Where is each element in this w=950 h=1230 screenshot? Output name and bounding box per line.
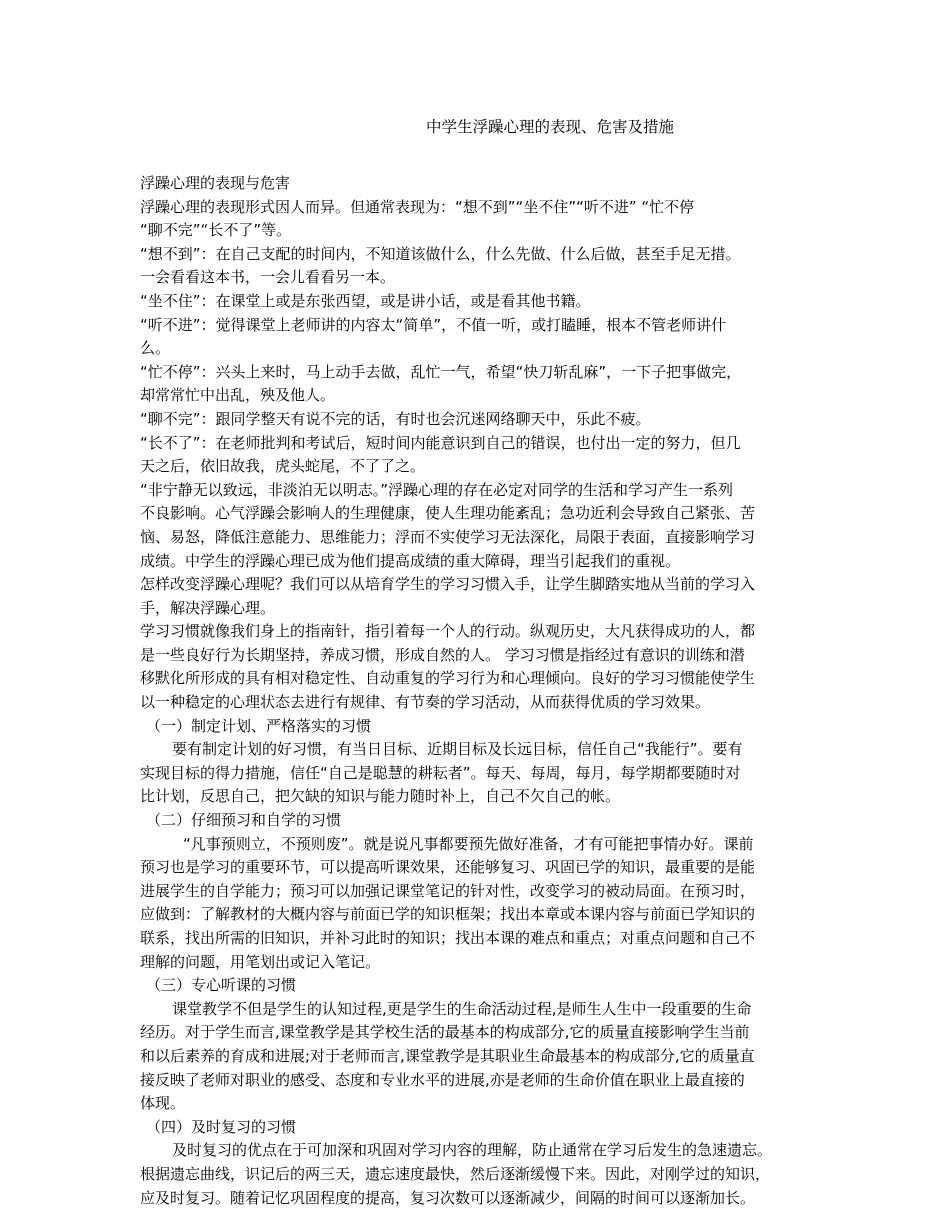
subsection-heading: （四）及时复习的习惯 [146,1117,297,1136]
text-line: 理解的问题，用笔划出或记入笔记。 [140,952,381,971]
text-line: “凡事预则立，不预则废”。就是说凡事都要预先做好准备，才有可能把事情办好。课前 [183,834,754,853]
text-line: 课堂教学不但是学生的认知过程,更是学生的生命活动过程,是师生人生中一段重要的生命 [172,999,752,1018]
text-line: “忙不停”：兴头上来时，马上动手去做，乱忙一气，希望“快刀斩乱麻”，一下子把事做完， [140,362,742,381]
text-line: 经历。对于学生而言,课堂教学是其学校生活的最基本的构成部分,它的质量直接影响学生当前 [140,1023,750,1042]
text-line: “想不到”：在自己支配的时间内，不知道该做什么，什么先做、什么后做，甚至手足无措。 [140,244,741,263]
text-line: 比计划，反思自己，把欠缺的知识与能力随时补上，自己不欠自己的帐。 [140,787,621,806]
text-line: 成绩。中学生的浮躁心理已成为他们提高成绩的重大障碍，理当引起我们的重视。 [140,551,681,570]
text-line: “坐不住”：在课堂上或是东张西望，或是讲小话，或是看其他书籍。 [140,291,591,310]
subsection-heading: （三）专心听课的习惯 [146,976,297,995]
text-line: 移默化所形成的具有相对稳定性、自动重复的学习行为和心理倾向。良好的学习习惯能使学生 [140,669,756,688]
text-line: 应做到：了解教材的大概内容与前面已学的知识框架；找出本章或本课内容与前面已学知识的 [140,905,756,924]
text-line: 和以后素养的育成和进展;对于老师而言,课堂教学是其职业生命最基本的构成部分,它的质量直 [140,1046,755,1065]
text-line: 怎样改变浮躁心理呢？我们可以从培育学生的学习习惯入手，让学生脚踏实地从当前的学习入 [140,575,756,594]
text-line: “听不进”：觉得课堂上老师讲的内容太“简单”，不值一听，或打瞌睡，根本不管老师讲什 [140,315,727,334]
section-heading: 浮躁心理的表现与危害 [140,174,291,192]
text-line: 是一些良好行为长期坚持，养成习惯，形成自然的人。 学习习惯是指经过有意识的训练和潜 [140,645,745,664]
text-line: 不良影响。心气浮躁会影响人的生理健康，使人生理功能紊乱；急功近利会导致自己紧张、苦 [140,504,756,523]
text-line: “聊不完”“长不了”等。 [140,221,292,240]
subsection-heading: （一）制定计划、严格落实的习惯 [146,716,372,735]
text-line: “聊不完”：跟同学整天有说不完的话，有时也会沉迷网络聊天中，乐此不疲。 [140,409,651,428]
text-line: 根据遗忘曲线，识记后的两三天，遗忘速度最快，然后逐渐缓慢下来。因此，对刚学过的知识， [140,1164,771,1183]
subsection-heading: （二）仔细预习和自学的习惯 [146,811,342,830]
text-line: 实现目标的得力措施，信任“自己是聪慧的耕耘者”。每天、每周，每月，每学期都要随时对 [140,763,741,782]
text-line: 一会看看这本书，一会儿看看另一本。 [140,268,396,287]
text-line: “非宁静无以致远，非淡泊无以明志。”浮躁心理的存在必定对同学的生活和学习产生一系列 [140,480,734,499]
text-line: “长不了”：在老师批判和考试后，短时间内能意识到自己的错误，也付出一定的努力，但几 [140,433,741,452]
text-line: 体现。 [140,1094,186,1113]
text-line: 要有制定计划的好习惯，有当日目标、近期目标及长远目标，信任自己“我能行”。要有 [172,740,743,759]
text-line: 浮躁心理的表现形式因人而异。但通常表现为：“想不到”“坐不住”“听不进” “忙不停 [140,197,695,216]
text-line: 么。 [140,339,171,358]
text-line: 天之后，依旧故我，虎头蛇尾，不了了之。 [140,457,426,476]
text-line: 及时复习的优点在于可加深和巩固对学习内容的理解，防止通常在学习后发生的急速遗忘。 [172,1141,773,1160]
text-line: 联系，找出所需的旧知识，并补习此时的知识；找出本课的难点和重点；对重点问题和自己不 [140,929,756,947]
text-line: 恼、易怒，降低注意能力、思维能力；浮而不实使学习无法深化，局限于表面，直接影响学习 [140,527,756,546]
document-title: 中学生浮躁心理的表现、危害及措施 [426,118,675,136]
text-line: 以一种稳定的心理状态去进行有规律、有节奏的学习活动，从而获得优质的学习效果。 [140,693,711,712]
text-line: 进展学生的自学能力；预习可以加强记课堂笔记的针对性，改变学习的被动局面。在预习时， [140,881,756,900]
text-line: 应及时复习。随着记忆巩固程度的提高，复习次数可以逐渐减少，间隔的时间可以逐渐加长。 [140,1188,756,1207]
text-line: 预习也是学习的重要环节，可以提高听课效果，还能够复习、巩固已学的知识，最重要的是能 [140,858,756,877]
text-line: 学习习惯就像我们身上的指南针，指引着每一个人的行动。纵观历史，大凡获得成功的人，都 [140,622,756,641]
document-body [140,172,816,1210]
text-line: 接反映了老师对职业的感受、态度和专业水平的进展,亦是老师的生命价值在职业上最直接的 [140,1070,745,1089]
text-line: 手，解决浮躁心理。 [140,598,276,617]
text-line: 却常常忙中出乱，殃及他人。 [140,386,336,405]
